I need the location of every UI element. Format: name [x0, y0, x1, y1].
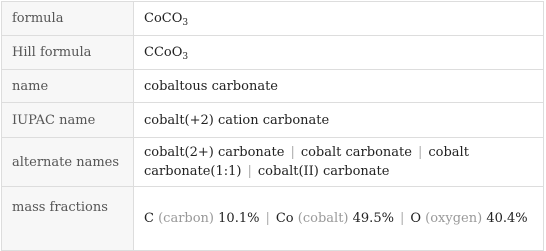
mass-fractions-value — [134, 187, 544, 251]
separator: | — [399, 211, 405, 226]
separator: | — [290, 145, 295, 160]
alternate-name: cobalt(II) carbonate — [257, 164, 390, 179]
alternate-name: cobalt carbonate(1:1) — [144, 145, 469, 179]
hill-formula-main: CCoO — [144, 45, 183, 60]
mass-fraction-percent: 49.5% — [352, 211, 394, 226]
row-label: Hill formula — [2, 36, 134, 70]
mass-fraction-percent: 40.4% — [486, 211, 528, 226]
hill-formula-value — [134, 36, 544, 70]
mass-fraction-symbol: C — [144, 211, 154, 226]
name-value: cobaltous carbonate — [134, 70, 544, 103]
mass-fraction-element: (cobalt) — [297, 211, 349, 226]
row-label: alternate names — [2, 138, 134, 187]
separator: | — [417, 145, 423, 160]
mass-fraction-element: (oxygen) — [425, 211, 483, 226]
table-row — [2, 187, 544, 251]
separator: | — [247, 164, 252, 179]
alternate-name: cobalt(2+) carbonate — [144, 145, 285, 160]
table-row — [2, 70, 544, 103]
row-label: name — [2, 70, 134, 103]
alternate-names-value — [134, 138, 544, 187]
row-label: mass fractions — [2, 187, 134, 251]
hill-formula-subscript: 3 — [182, 52, 189, 62]
formula-value — [134, 2, 544, 36]
formula-main: CoCO — [144, 11, 183, 26]
mass-fraction-symbol: Co — [275, 211, 294, 226]
mass-fraction-percent: 10.1% — [218, 211, 260, 226]
mass-fraction-symbol: O — [410, 211, 422, 226]
mass-fraction-element: (carbon) — [158, 211, 215, 226]
table-row — [2, 36, 544, 70]
alternate-name: cobalt carbonate — [300, 145, 412, 160]
iupac-name-value: cobalt(+2) cation carbonate — [134, 103, 544, 138]
table-row — [2, 2, 544, 36]
table-row — [2, 138, 544, 187]
formula-subscript: 3 — [182, 18, 189, 28]
separator: | — [265, 211, 270, 226]
row-label: formula — [2, 2, 134, 36]
properties-table — [1, 1, 544, 251]
table-row — [2, 103, 544, 138]
row-label: IUPAC name — [2, 103, 134, 138]
